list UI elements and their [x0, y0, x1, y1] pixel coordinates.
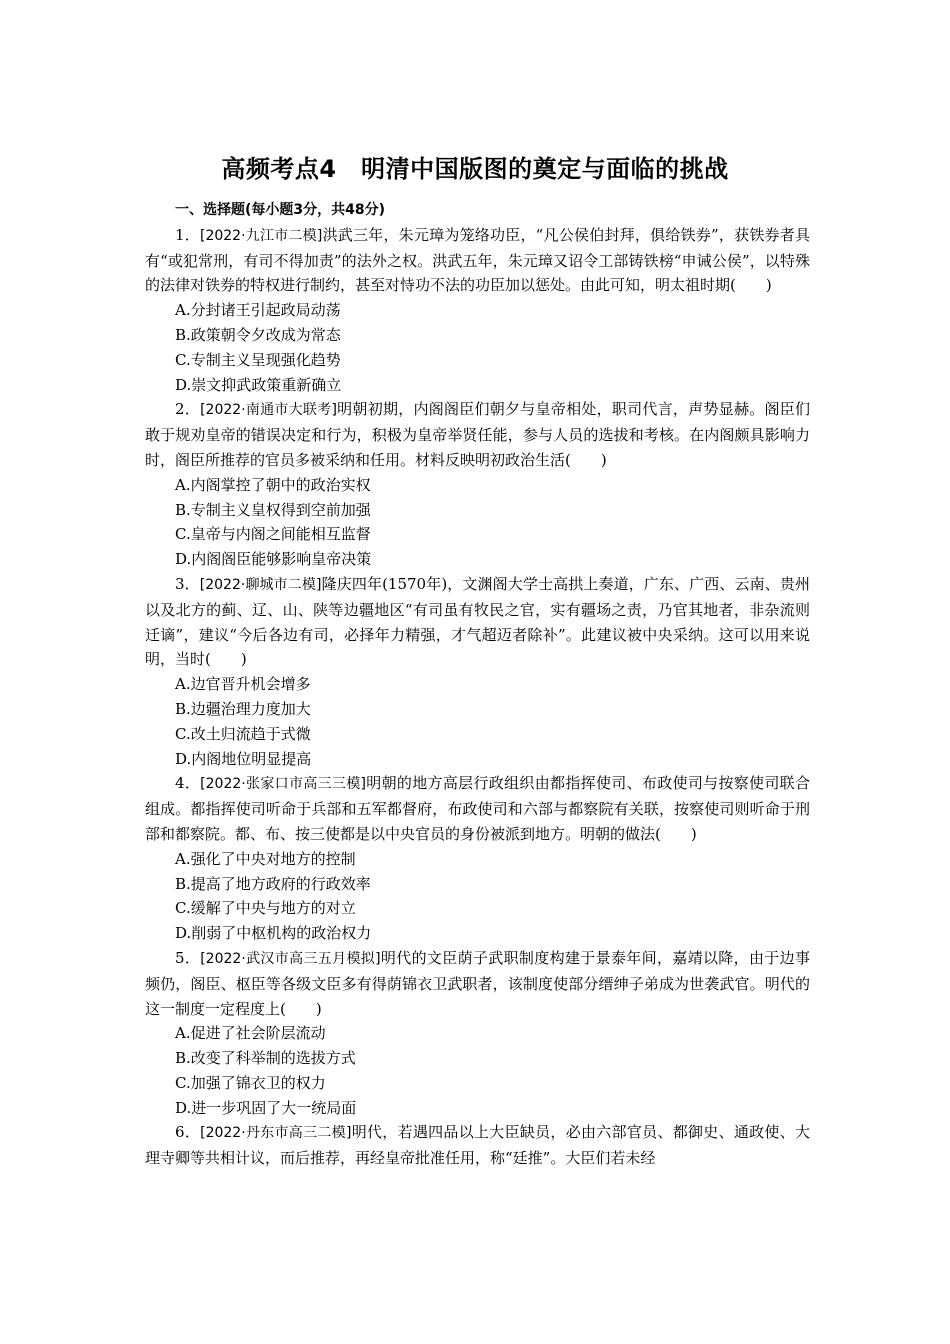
question-number: 1．: [175, 225, 200, 244]
question-stem: 洪武三年，朱元璋为笼络功臣，“凡公侯伯封拜，俱给铁券”，获铁券者具有“或犯常刑，有司不得加责”的法外之权。洪武五年，朱元璋又诏令工部铸铁榜“申诫公侯”，以特殊的法律对铁券的特权进行制约，甚至对恃功不法的功臣加以惩处。由此可知，明太祖时期( ): [145, 225, 811, 295]
option-c: C.缓解了中央与地方的对立: [175, 899, 356, 918]
question-number: 4．: [175, 774, 201, 793]
section-heading: 一、选择题(每小题3分，共48分): [175, 202, 386, 218]
question-3: [145, 572, 810, 672]
option-c: C.加强了锦衣卫的权力: [175, 1073, 326, 1092]
option-c: C.改土归流趋于式微: [175, 724, 311, 743]
question-number: 2．: [175, 400, 201, 419]
option-a: A.边官晋升机会增多: [175, 675, 311, 694]
page-title: 高频考点4 明清中国版图的奠定与面临的挑战: [221, 155, 729, 183]
question-number: 3．: [175, 574, 200, 593]
question-1: [145, 223, 810, 298]
option-d: D.进一步巩固了大一统局面: [175, 1098, 357, 1117]
option-b: B.边疆治理力度加大: [175, 699, 311, 718]
option-b: B.改变了科举制的选拔方式: [175, 1049, 356, 1068]
question-stem: 明朝的地方高层行政组织由都指挥使司、布政使司与按察使司联合组成。都指挥使司听命于兵部和五军都督府，布政使司和六部与都察院有关联，按察使司则听命于刑部和都察院。都、布、按三使都是以中央官员的身份被派到地方。明朝的做法( ): [145, 774, 810, 843]
question-6: [145, 1120, 810, 1171]
option-a: A.分封诸王引起政局动荡: [175, 301, 341, 320]
question-4: [145, 771, 810, 846]
question-stem: 明朝初期，内阁阁臣们朝夕与皇帝相处，职司代言，声势显赫。阁臣们敢于规劝皇帝的错误决定和行为，积极为皇帝举贤任能，参与人员的选拔和考核。在内阁颇具影响力时，阁臣所推荐的官员多被采纳和任用。材料反映明初政治生活( ): [145, 400, 810, 469]
option-d: D.内阁地位明显提高: [175, 749, 312, 768]
question-list: [145, 198, 810, 1171]
question-source: [2022·丹东市高三二模]: [200, 1125, 352, 1142]
option-b: B.政策朝令夕改成为常态: [175, 325, 341, 344]
option-a: A.强化了中央对地方的控制: [175, 849, 356, 868]
option-c: C.皇帝与内阁之间能相互监督: [175, 525, 371, 544]
question-stem: 明代的文臣荫子武职制度构建于景泰年间，嘉靖以降，由于边事频仍，阁臣、枢臣等各级文臣多有得荫锦衣卫武职者，该制度使部分缙绅子弟成为世袭武官。明代的这一制度一定程度上( ): [145, 948, 810, 1018]
option-d: D.削弱了中枢机构的政治权力: [175, 924, 372, 943]
option-b: B.专制主义皇权得到空前加强: [175, 500, 371, 519]
question-source: [2022·张家口市高三三模]: [200, 776, 366, 793]
option-b: B.提高了地方政府的行政效率: [175, 874, 371, 893]
question-number: 6．: [175, 1123, 201, 1142]
question-source: [2022·武汉市高三五月模拟]: [200, 950, 381, 967]
question-source: [2022·九江市二模]: [200, 227, 323, 244]
question-stem: 明代，若遇四品以上大臣缺员，必由六部官员、都御史、通政使、大理寺卿等共相计议，而后推荐，再经皇帝批准任用，称“廷推”。大臣们若未经: [145, 1123, 810, 1168]
option-c: C.专制主义呈现强化趋势: [175, 350, 341, 369]
question-5: [145, 946, 810, 1021]
option-a: A.促进了社会阶层流动: [175, 1024, 326, 1043]
question-stem: 隆庆四年(1570年)，文渊阁大学士高拱上奏道，广东、广西、云南、贵州以及北方的蓟、辽、山、陕等边疆地区“有司虽有牧民之官，实有疆场之责，乃官其地者，非杂流则迁谪”，建议“今后各边有司，必择年力精强，才气超迈者除补”。此建议被中央采纳。这可以用来说明，当时( ): [145, 574, 810, 669]
question-number: 5．: [175, 948, 201, 967]
option-a: A.内阁掌控了朝中的政治实权: [175, 475, 371, 494]
question-2: [145, 397, 810, 472]
question-source: [2022·聊城市二模]: [199, 576, 322, 593]
option-d: D.崇文抑武政策重新确立: [175, 375, 342, 394]
option-d: D.内阁阁臣能够影响皇帝决策: [175, 550, 372, 569]
question-source: [2022·南通市大联考]: [200, 402, 337, 419]
